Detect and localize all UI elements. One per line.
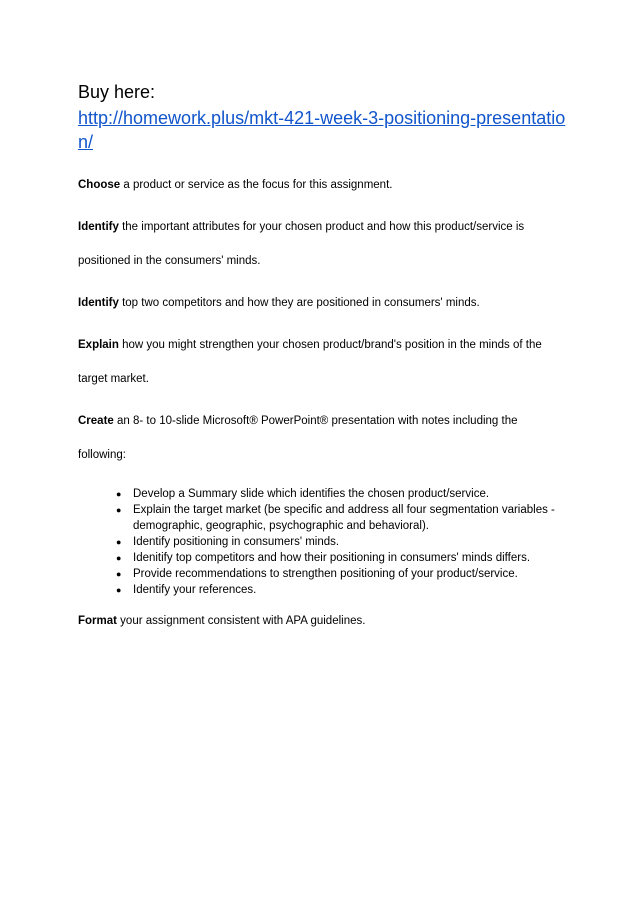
bullet-icon: ●	[116, 569, 122, 579]
list-item	[116, 534, 568, 550]
list-item	[116, 486, 568, 502]
instruction-text: your assignment consistent with APA guidelines.	[116, 615, 366, 627]
list-item	[116, 582, 568, 598]
instruction-text: an 8- to 10-slide Microsoft® PowerPoint® presentation with notes including the following:	[78, 415, 518, 461]
bullet-icon: ●	[116, 553, 122, 563]
instruction-keyword: Identify	[78, 297, 119, 309]
instruction-explain	[78, 328, 568, 396]
list-item-text: Develop a Summary slide which identifies the chosen product/service.	[133, 488, 490, 500]
bullet-icon: ●	[116, 585, 122, 595]
requirements-list	[78, 486, 568, 598]
instruction-keyword: Choose	[78, 179, 121, 191]
list-item-text: Explain the target market (be specific and address all four segmentation variables - demographic, geographic, psychographic and behavioral).	[133, 504, 555, 532]
list-item-text: Provide recommendations to strengthen positioning of your product/service.	[133, 568, 518, 580]
instruction-keyword: Explain	[78, 339, 119, 351]
bullet-icon: ●	[116, 537, 122, 547]
instruction-keyword: Identify	[78, 221, 119, 233]
buy-here-heading: Buy here:	[78, 82, 156, 102]
instruction-create	[78, 404, 568, 472]
instruction-text: the important attributes for your chosen product and how this product/service is positioned in the consumers' minds.	[78, 221, 525, 267]
instruction-identify-competitors	[78, 286, 568, 320]
instruction-text: a product or service as the focus for this assignment.	[120, 179, 393, 191]
list-item	[116, 566, 568, 582]
purchase-link[interactable]: http://homework.plus/mkt-421-week-3-positioning-presentation/	[78, 108, 566, 152]
list-item-text: Idenitify top competitors and how their positioning in consumers' minds differs.	[133, 552, 531, 564]
list-item	[116, 502, 568, 534]
instruction-keyword: Format	[78, 615, 117, 627]
bullet-icon: ●	[116, 505, 122, 515]
instruction-format	[78, 604, 568, 638]
list-item	[116, 550, 568, 566]
list-item-text: Identify your references.	[133, 584, 257, 596]
document-body	[78, 80, 568, 638]
instruction-choose	[78, 168, 568, 202]
list-item-text: Identify positioning in consumers' minds.	[133, 536, 340, 548]
instruction-text: top two competitors and how they are positioned in consumers' minds.	[118, 297, 480, 309]
instruction-keyword: Create	[78, 415, 114, 427]
instruction-text: how you might strengthen your chosen product/brand's position in the minds of the target market.	[78, 339, 542, 385]
instruction-identify-attributes	[78, 210, 568, 278]
bullet-icon: ●	[116, 489, 122, 499]
